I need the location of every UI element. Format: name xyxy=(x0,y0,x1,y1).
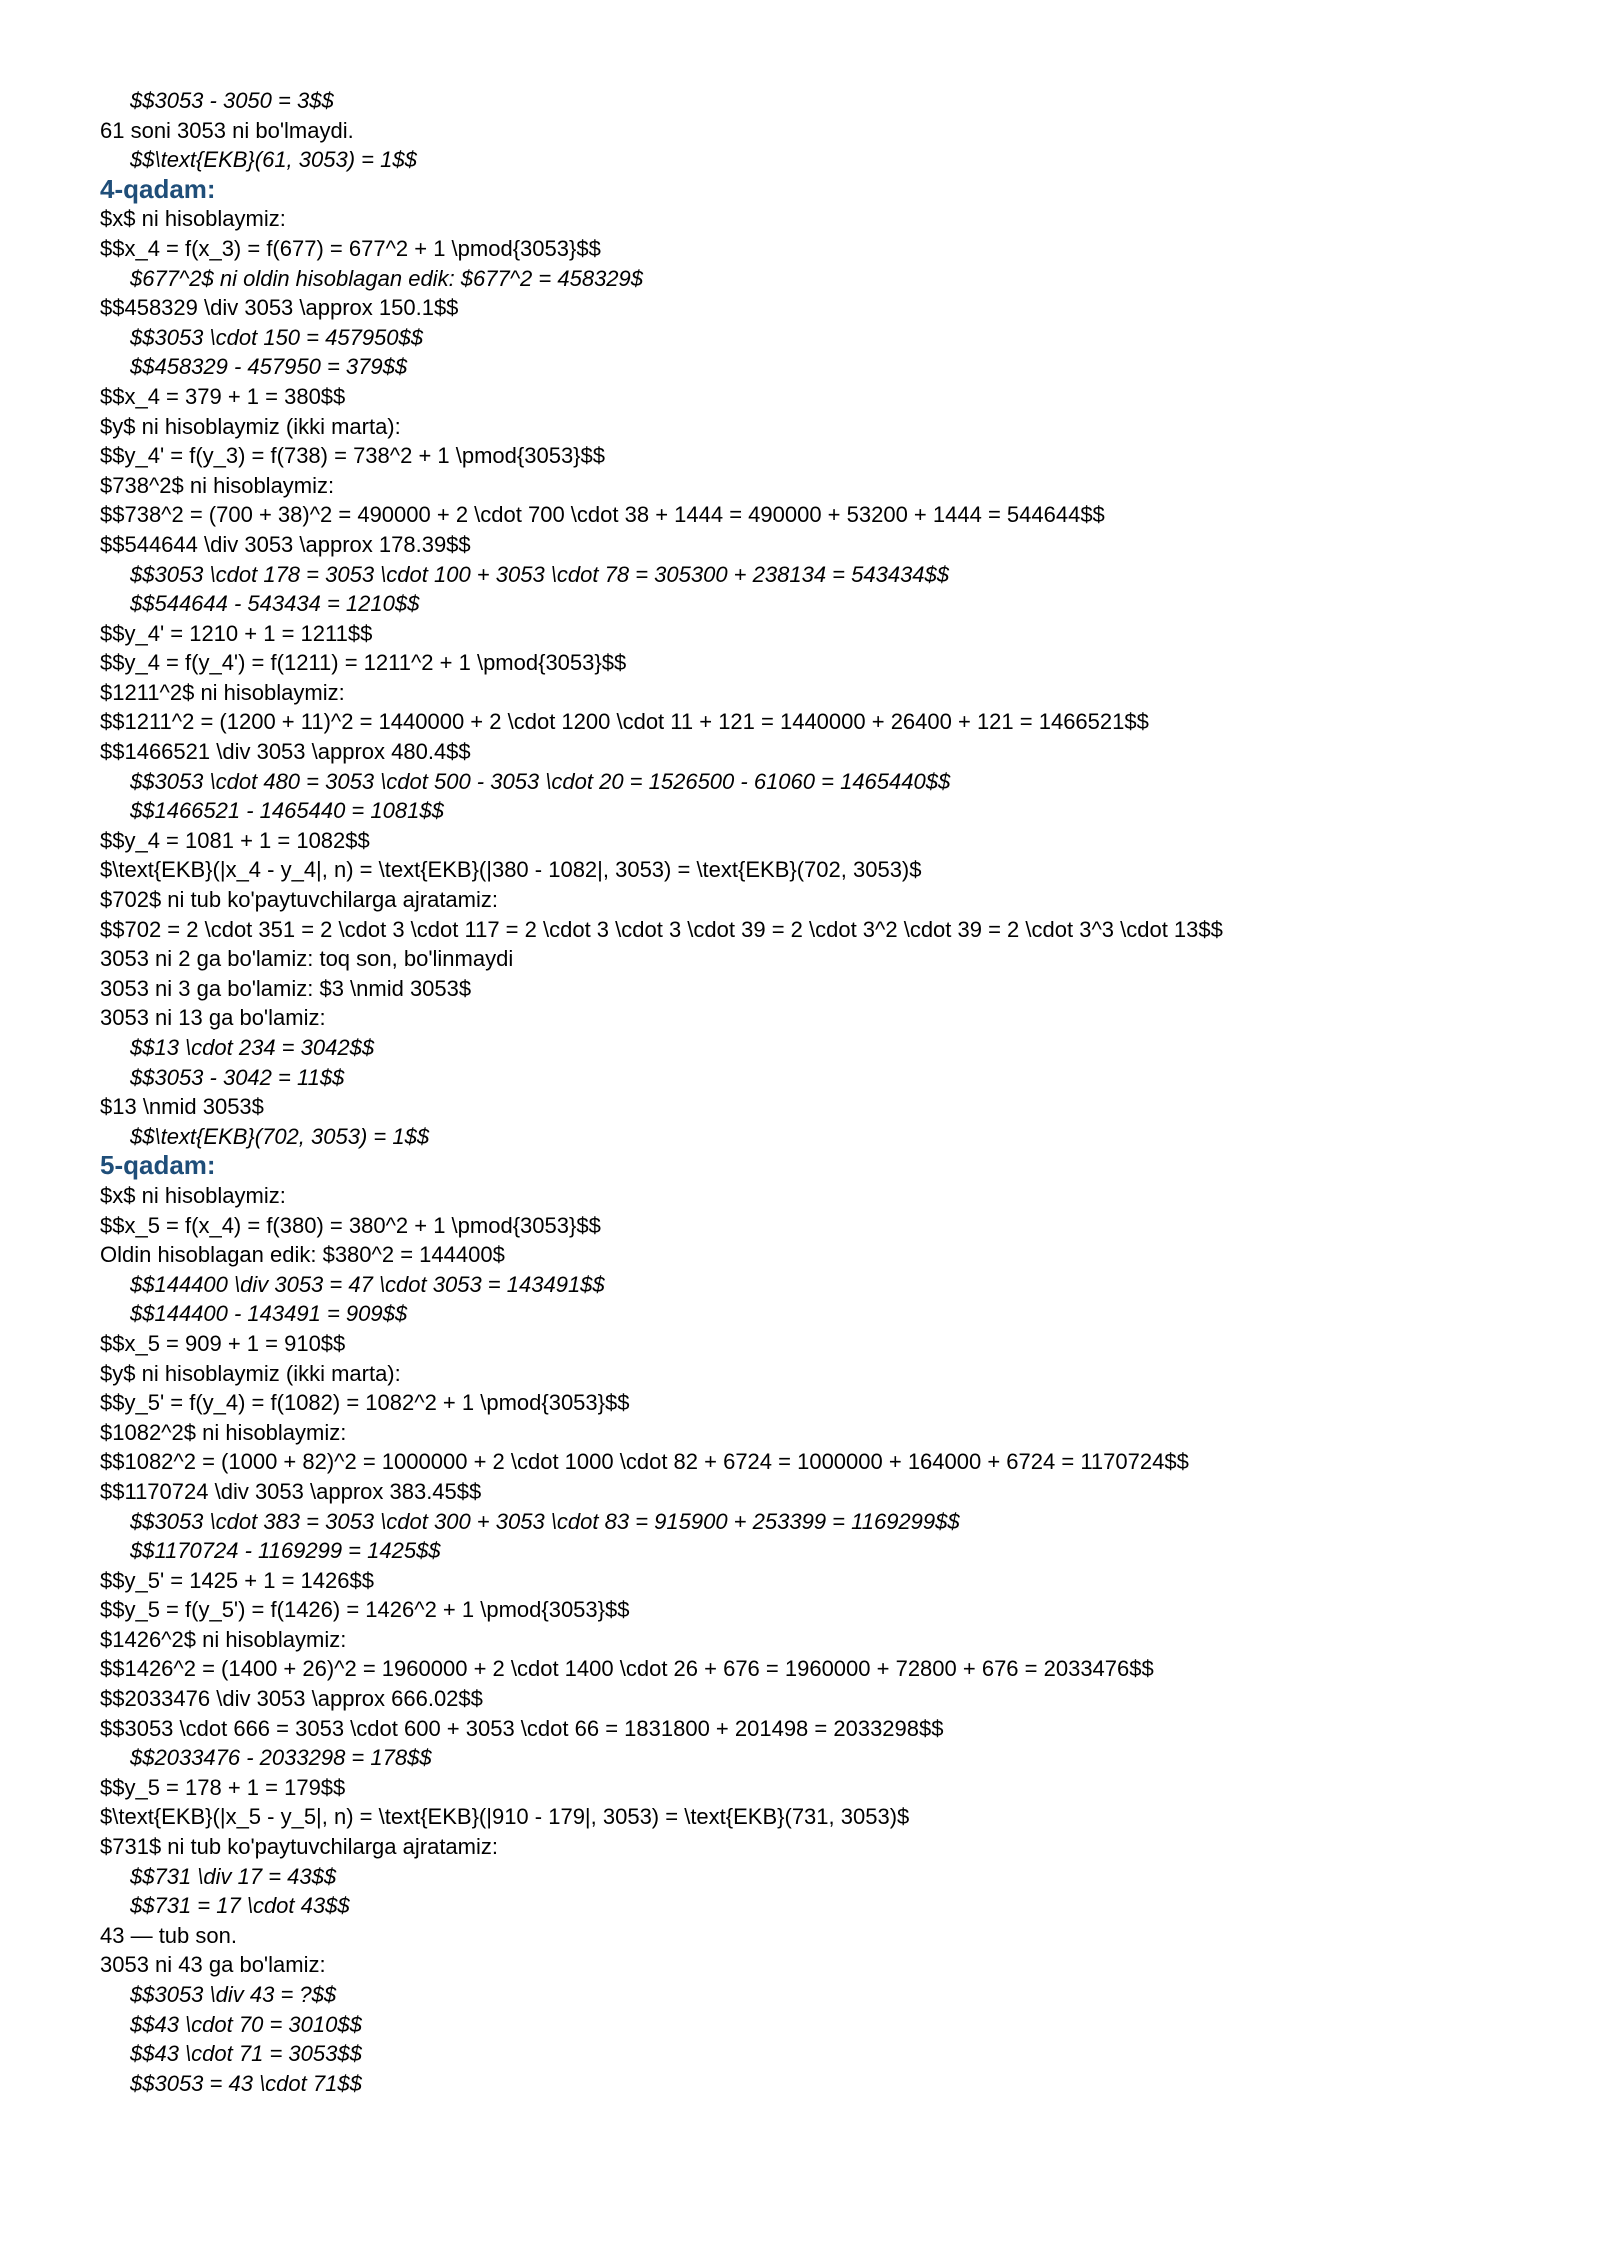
text-line: $$y_4' = 1210 + 1 = 1211$$ xyxy=(100,620,373,646)
indented-formula-line: $$43 \cdot 71 = 3053$$ xyxy=(130,2041,362,2067)
text-line: $$y_4 = f(y_4') = f(1211) = 1211^2 + 1 \pmod{3053}$$ xyxy=(100,650,627,676)
indented-formula-line: $$3053 \cdot 150 = 457950$$ xyxy=(130,324,423,350)
text-line: $\text{EKB}(|x_4 - y_4|, n) = \text{EKB}(|380 - 1082|, 3053) = \text{EKB}(702, 3053)$ xyxy=(100,857,922,883)
indented-formula-line: $$43 \cdot 70 = 3010$$ xyxy=(130,2011,362,2037)
indented-formula-line: $$3053 \cdot 178 = 3053 \cdot 100 + 3053 \cdot 78 = 305300 + 238134 = 543434$$ xyxy=(130,561,950,587)
text-line: 61 soni 3053 ni bo'lmaydi. xyxy=(100,117,354,143)
text-line: 3053 ni 2 ga bo'lamiz: toq son, bo'linmaydi xyxy=(100,946,514,972)
indented-formula-line: $$3053 - 3050 = 3$$ xyxy=(130,88,334,113)
text-line: $1426^2$ ni hisoblaymiz: xyxy=(100,1626,347,1652)
indented-formula-line: $$458329 - 457950 = 379$$ xyxy=(130,354,408,380)
text-line: $$x_5 = 909 + 1 = 910$$ xyxy=(100,1330,346,1356)
indented-formula-line: $$3053 - 3042 = 11$$ xyxy=(130,1064,345,1090)
text-line: $$1426^2 = (1400 + 26)^2 = 1960000 + 2 \cdot 1400 \cdot 26 + 676 = 1960000 + 72800 + 676 = 2033476$$ xyxy=(100,1656,1154,1682)
indented-formula-line: $$13 \cdot 234 = 3042$$ xyxy=(130,1035,375,1060)
indented-formula-line: $$3053 \cdot 383 = 3053 \cdot 300 + 3053 \cdot 83 = 915900 + 253399 = 1169299$$ xyxy=(130,1508,960,1534)
indented-formula-line: $$3053 \cdot 480 = 3053 \cdot 500 - 3053 \cdot 20 = 1526500 - 61060 = 1465440$$ xyxy=(130,768,951,794)
step-heading: 4-qadam: xyxy=(100,173,216,204)
step-heading: 5-qadam: xyxy=(100,1150,216,1181)
text-line: $$1170724 \div 3053 \approx 383.45$$ xyxy=(100,1478,482,1504)
indented-formula-line: $$3053 = 43 \cdot 71$$ xyxy=(130,2070,362,2096)
text-line: 3053 ni 3 ga bo'lamiz: $3 \nmid 3053$ xyxy=(100,975,472,1001)
text-line: $702$ ni tub ko'paytuvchilarga ajratamiz: xyxy=(100,887,498,913)
indented-formula-line: $$1466521 - 1465440 = 1081$$ xyxy=(130,798,444,824)
text-line: $x$ ni hisoblaymiz: xyxy=(100,206,286,232)
text-line: $$2033476 \div 3053 \approx 666.02$$ xyxy=(100,1686,483,1712)
text-line: $$x_4 = f(x_3) = f(677) = 677^2 + 1 \pmod{3053}$$ xyxy=(100,235,601,261)
text-line: $$y_5' = f(y_4) = f(1082) = 1082^2 + 1 \pmod{3053}$$ xyxy=(100,1390,630,1416)
indented-formula-line: $$3053 \div 43 = ?$$ xyxy=(130,1982,337,2007)
indented-formula-line: $$144400 - 143491 = 909$$ xyxy=(130,1301,408,1327)
text-line: $$1466521 \div 3053 \approx 480.4$$ xyxy=(100,739,471,765)
text-line: $x$ ni hisoblaymiz: xyxy=(100,1182,286,1208)
text-line: $1211^2$ ni hisoblaymiz: xyxy=(100,679,345,705)
indented-formula-line: $$1170724 - 1169299 = 1425$$ xyxy=(130,1538,441,1564)
text-line: $1082^2$ ni hisoblaymiz: xyxy=(100,1419,347,1445)
text-line: $$y_4 = 1081 + 1 = 1082$$ xyxy=(100,827,370,853)
text-line: $y$ ni hisoblaymiz (ikki marta): xyxy=(100,1360,401,1386)
text-line: $738^2$ ni hisoblaymiz: xyxy=(100,472,335,498)
text-line: $$738^2 = (700 + 38)^2 = 490000 + 2 \cdot 700 \cdot 38 + 1444 = 490000 + 53200 + 1444 = 544644$$ xyxy=(100,502,1105,528)
text-line: $$702 = 2 \cdot 351 = 2 \cdot 3 \cdot 117 = 2 \cdot 3 \cdot 3 \cdot 39 = 2 \cdot 3^2 \cdot 39 = 2 \cdot 3^3 \cdot 13$$ xyxy=(100,916,1223,942)
indented-formula-line: $$\text{EKB}(702, 3053) = 1$$ xyxy=(130,1123,430,1149)
text-line: Oldin hisoblagan edik: $380^2 = 144400$ xyxy=(100,1242,505,1268)
text-line: $$1082^2 = (1000 + 82)^2 = 1000000 + 2 \cdot 1000 \cdot 82 + 6724 = 1000000 + 164000 + 6724 = 1170724$$ xyxy=(100,1449,1189,1475)
text-line: $$x_5 = f(x_4) = f(380) = 380^2 + 1 \pmod{3053}$$ xyxy=(100,1212,601,1238)
indented-formula-line: $$544644 - 543434 = 1210$$ xyxy=(130,591,420,617)
text-line: $\text{EKB}(|x_5 - y_5|, n) = \text{EKB}(|910 - 179|, 3053) = \text{EKB}(731, 3053)$ xyxy=(100,1804,910,1830)
text-line: $$x_4 = 379 + 1 = 380$$ xyxy=(100,383,346,409)
text-line: $$y_5' = 1425 + 1 = 1426$$ xyxy=(100,1567,374,1593)
text-line: $$y_4' = f(y_3) = f(738) = 738^2 + 1 \pmod{3053}$$ xyxy=(100,443,606,469)
indented-formula-line: $$2033476 - 2033298 = 178$$ xyxy=(130,1745,432,1771)
text-line: 3053 ni 13 ga bo'lamiz: xyxy=(100,1005,326,1031)
indented-formula-line: $$\text{EKB}(61, 3053) = 1$$ xyxy=(130,147,417,173)
indented-formula-line: $$731 \div 17 = 43$$ xyxy=(130,1863,337,1889)
text-line: 3053 ni 43 ga bo'lamiz: xyxy=(100,1952,326,1978)
text-line: $$3053 \cdot 666 = 3053 \cdot 600 + 3053 \cdot 66 = 1831800 + 201498 = 2033298$$ xyxy=(100,1715,944,1741)
text-line: $$458329 \div 3053 \approx 150.1$$ xyxy=(100,295,459,321)
text-line: $13 \nmid 3053$ xyxy=(100,1094,264,1120)
text-line: $$y_5 = f(y_5') = f(1426) = 1426^2 + 1 \pmod{3053}$$ xyxy=(100,1597,630,1623)
indented-formula-line: $$731 = 17 \cdot 43$$ xyxy=(130,1893,350,1919)
text-line: $$544644 \div 3053 \approx 178.39$$ xyxy=(100,531,471,557)
text-line: $$y_5 = 178 + 1 = 179$$ xyxy=(100,1774,346,1800)
text-line: $y$ ni hisoblaymiz (ikki marta): xyxy=(100,413,401,439)
text-line: 43 — tub son. xyxy=(100,1922,237,1948)
indented-formula-line: $$144400 \div 3053 = 47 \cdot 3053 = 143491$$ xyxy=(130,1271,605,1297)
text-line: $$1211^2 = (1200 + 11)^2 = 1440000 + 2 \cdot 1200 \cdot 11 + 121 = 1440000 + 26400 + 121 = 1466521$$ xyxy=(100,709,1149,735)
text-line: $731$ ni tub ko'paytuvchilarga ajratamiz: xyxy=(100,1834,498,1860)
indented-formula-line: $677^2$ ni oldin hisoblagan edik: $677^2 = 458329$ xyxy=(130,265,644,291)
